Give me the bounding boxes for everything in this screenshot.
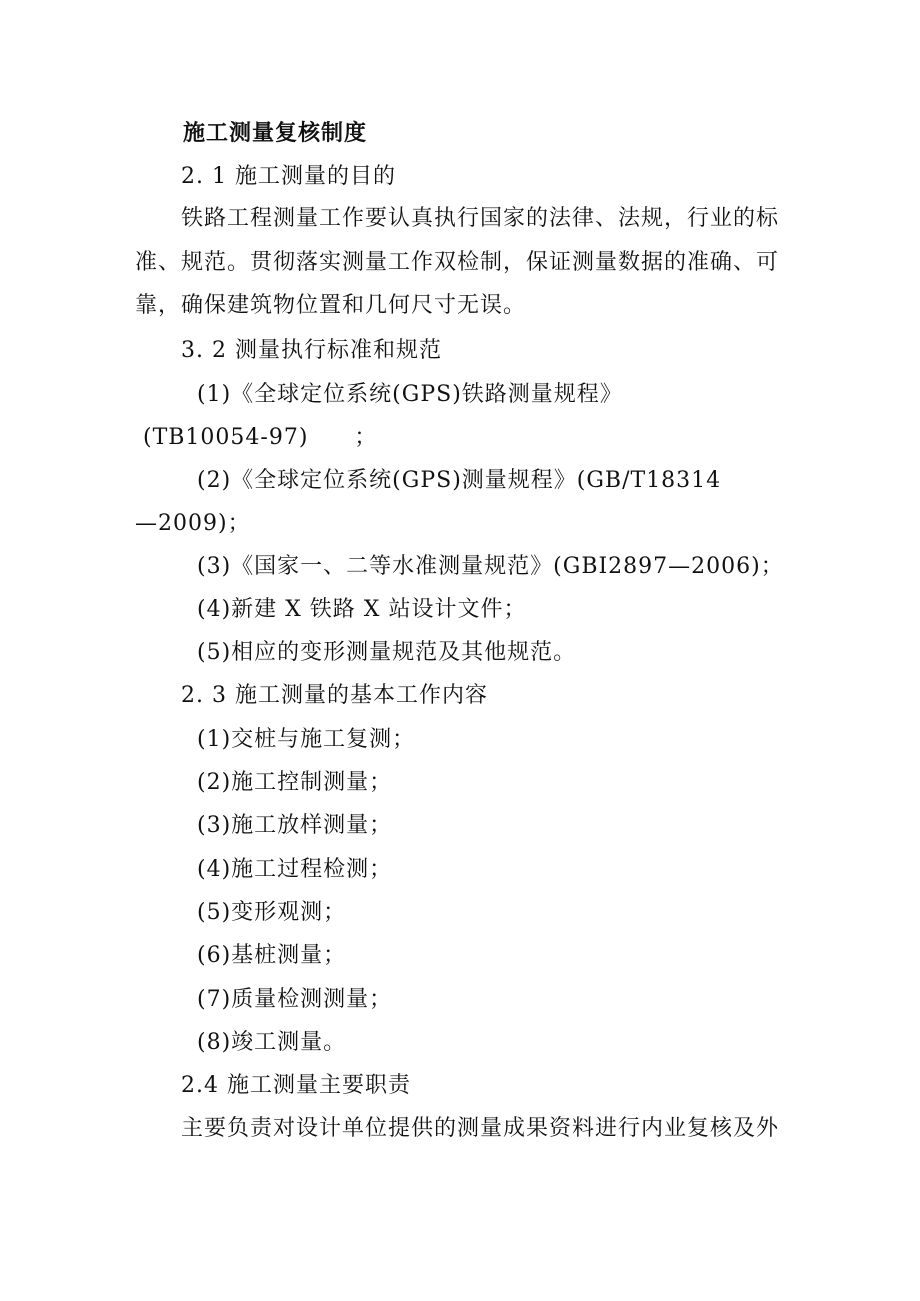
list-item: (8)竣工测量。 bbox=[197, 1030, 347, 1055]
list-item: (3)《国家一、二等水准测量规范》(GBI2897—2006)； bbox=[197, 554, 784, 579]
list-item: (4)新建 X 铁路 X 站设计文件； bbox=[197, 597, 527, 622]
list-item-continuation: —2009)； bbox=[135, 511, 251, 536]
list-item: (1)交桩与施工复测； bbox=[197, 727, 416, 752]
list-item: (1)《全球定位系统(GPS)铁路测量规程》 bbox=[197, 382, 623, 407]
list-item: (5)相应的变形测量规范及其他规范。 bbox=[197, 640, 577, 665]
list-item: (2)施工控制测量； bbox=[197, 770, 393, 795]
document-title: 施工测量复核制度 bbox=[183, 120, 368, 146]
list-item-continuation: (TB10054-97) ； bbox=[143, 425, 378, 450]
section-heading-2-3: 2. 3 施工测量的基本工作内容 bbox=[181, 683, 488, 708]
list-item: (6)基桩测量； bbox=[197, 943, 347, 968]
paragraph-line: 准、规范。贯彻落实测量工作双检制，保证测量数据的准确、可 bbox=[135, 250, 780, 275]
list-item: (5)变形观测； bbox=[197, 900, 347, 925]
section-heading-3-2: 3. 2 测量执行标准和规范 bbox=[181, 338, 442, 363]
list-item: (7)质量检测测量； bbox=[197, 987, 393, 1012]
paragraph-line: 主要负责对设计单位提供的测量成果资料进行内业复核及外 bbox=[181, 1116, 780, 1141]
list-item: (4)施工过程检测； bbox=[197, 857, 393, 882]
section-heading-2-4: 2.4 施工测量主要职责 bbox=[181, 1073, 411, 1098]
paragraph-line: 铁路工程测量工作要认真执行国家的法律、法规，行业的标 bbox=[181, 206, 780, 231]
paragraph-line: 靠，确保建筑物位置和几何尺寸无误。 bbox=[135, 293, 527, 318]
section-heading-2-1: 2. 1 施工测量的目的 bbox=[181, 164, 396, 189]
list-item: (3)施工放样测量； bbox=[197, 813, 393, 838]
list-item: (2)《全球定位系统(GPS)测量规程》(GB/T18314 bbox=[197, 468, 722, 493]
